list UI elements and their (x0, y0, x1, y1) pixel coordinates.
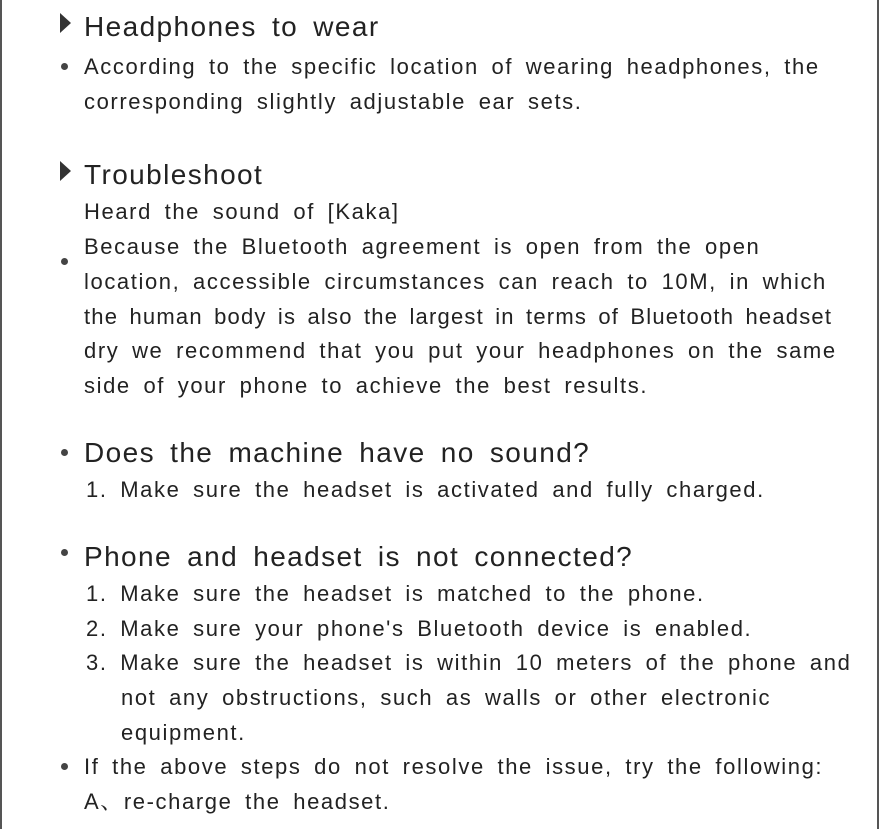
body-line: location, accessible circumstances can reach to 10M, in which (84, 269, 827, 294)
step-continuation-line: equipment. (121, 720, 246, 745)
section-arrow-icon (60, 161, 71, 181)
bullet-icon (61, 449, 68, 456)
step-line: 1. Make sure the headset is matched to the phone. (86, 581, 705, 606)
step-line: 1. Make sure the headset is activated and fully charged. (86, 477, 765, 502)
section-arrow-icon (60, 13, 71, 33)
heading-not-connected: Phone and headset is not connected? (84, 541, 634, 572)
body-line: side of your phone to achieve the best results. (84, 373, 649, 398)
bullet-icon (61, 763, 68, 770)
body-line: According to the specific location of wearing headphones, the (84, 54, 820, 79)
step-line: 3. Make sure the headset is within 10 meters of the phone and (86, 650, 852, 675)
body-line: the human body is also the largest in terms of Bluetooth headset (84, 304, 833, 329)
bullet-icon (61, 549, 68, 556)
heading-no-sound: Does the machine have no sound? (84, 437, 591, 468)
step-line: 2. Make sure your phone's Bluetooth device is enabled. (86, 616, 753, 641)
subheading-kaka-sound: Heard the sound of [Kaka] (84, 199, 400, 224)
fallback-option-a: A、re-charge the headset. (84, 789, 391, 814)
body-line: Because the Bluetooth agreement is open from the open (84, 234, 761, 259)
heading-headphones-to-wear: Headphones to wear (84, 11, 380, 42)
bullet-icon (61, 258, 68, 265)
step-continuation-line: not any obstructions, such as walls or other electronic (121, 685, 772, 710)
body-line: corresponding slightly adjustable ear sets. (84, 89, 583, 114)
fallback-intro: If the above steps do not resolve the issue, try the following: (84, 754, 824, 779)
bullet-icon (61, 63, 68, 70)
heading-troubleshoot: Troubleshoot (84, 159, 264, 190)
body-line: dry we recommend that you put your headphones on the same (84, 338, 837, 363)
